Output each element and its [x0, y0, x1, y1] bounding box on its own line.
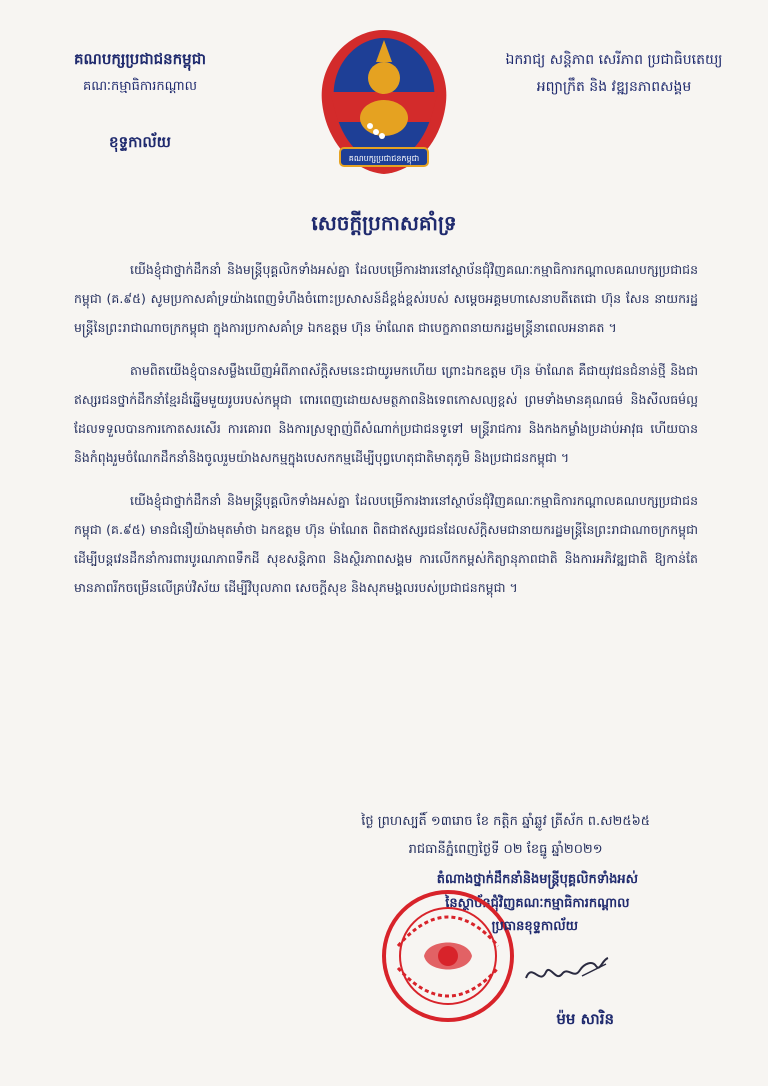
- date-lunar: ថ្ងៃ ព្រហស្បតិ៍ ១៣រោច ខែ កត្ដិក ឆ្នាំឆ្លូវ ត្រីស័ក ព.ស២៥៦៥: [361, 814, 650, 829]
- paragraph-3: យើងខ្ញុំជាថ្នាក់ដឹកនាំ និងមន្ត្រីបុគ្គលិកទាំងអស់គ្នា ដែលបម្រើការងារនៅស្ថាប័នជុំវិញគណៈកម្មាធិការកណ្ដាលគណបក្សប្រជាជនកម្ពុជា (គ.៩៥) មានជំនឿយ៉ាងមុតមាំថា ឯកឧត្ដម ហ៊ុន ម៉ាណែត ពិតជាឥស្សរជនដែលស័ក្ដិសមជានាយករដ្ឋមន្ត្រីនៃព្រះរាជាណាចក្រកម្ពុជាដើម្បីបន្តវេនដឹកនាំការពារបូរណភាពទឹកដី សុខសន្តិភាព និងស្ថិរភាពសង្គម ការលើកកម្ពស់កិត្យានុភាពជាតិ និងការអភិវឌ្ឍជាតិ ឱ្យកាន់តែមានភាពរីកចម្រើនលើគ្រប់វិស័យ ដើម្បីវិបុលភាព សេចក្ដីសុខ និងសុភមង្គលរបស់ប្រជាជនកម្ពុជា ។: [74, 493, 698, 595]
- header-left: [40, 50, 240, 155]
- signatory-org-line-2: នៃស្ថាប័នជុំវិញគណៈកម្មាធិការកណ្ដាល: [445, 896, 630, 911]
- signatory-org-line-1: តំណាងថ្នាក់ដឹកនាំនិងមន្ត្រីបុគ្គលិកទាំងអស់: [436, 872, 638, 887]
- party-name: គណបក្សប្រជាជនកម្ពុជា: [74, 50, 206, 68]
- date-block: [361, 808, 650, 864]
- header-right: [494, 50, 734, 98]
- logo-banner-text: គណបក្សប្រជាជនកម្ពុជា: [348, 154, 420, 163]
- date-solar: រាជធានីភ្នំពេញថ្ងៃទី ០២ ខែធ្នូ ឆ្នាំ២០២១: [408, 842, 603, 857]
- signatory-office: ប្រធានខុទ្ទកាល័យ: [491, 919, 578, 934]
- paragraph-2: តាមពិតយើងខ្ញុំបានសម្លឹងឃើញអំពីភាពស័ក្ដិសមនេះជាយូរមកហើយ ព្រោះឯកឧត្ដម ហ៊ុន ម៉ាណែត គឺជាយុវជនជំនាន់ថ្មី និងជាឥស្សរជនថ្នាក់ដឹកនាំខ្មែរដ៏ឆ្នើមមួយរូបរបស់កម្ពុជា ពោរពេញដោយសមត្ថភាពនិងទេពកោសល្យខ្ពស់ ព្រមទាំងមានគុណធម៌ និងសីលធម៌ល្អ ដែលទទួលបានការកោតសរសើរ ការគោរព និងការស្រឡាញ់ពីសំណាក់ប្រជាជនទូទៅ មន្ត្រីរាជការ និងកងកម្លាំងប្រដាប់អាវុធ ហើយបាននិងកំពុងរួមចំណែកដឹកនាំនិងចូលរួមយ៉ាងសកម្មក្នុងបេសកកម្មដើម្បីបុព្វហេតុជាតិមាតុភូមិ និងប្រជាជនកម្ពុជា ។: [74, 363, 698, 465]
- document-body: [74, 255, 698, 616]
- paragraph-1: យើងខ្ញុំជាថ្នាក់ដឹកនាំ និងមន្ត្រីបុគ្គលិកទាំងអស់គ្នា ដែលបម្រើការងារនៅស្ថាប័នជុំវិញគណៈកម្មាធិការកណ្ដាលគណបក្សប្រជាជនកម្ពុជា (គ.៩៥) សូមប្រកាសគាំទ្រយ៉ាងពេញទំហឹងចំពោះប្រសាសន៍ដ៏ខ្ពង់ខ្ពស់របស់ សម្ដេចអគ្គមហាសេនាបតីតេជោ ហ៊ុន សែន នាយករដ្ឋមន្ត្រីនៃព្រះរាជាណាចក្រកម្ពុជា ក្នុងការប្រកាសគាំទ្រ ឯកឧត្ដម ហ៊ុន ម៉ាណែត ជាបេក្ខភាពនាយករដ្ឋមន្ត្រីនាពេលអនាគត ។: [74, 262, 698, 335]
- office-name: ខុទ្ទកាល័យ: [109, 133, 171, 151]
- signatory-name: ម៉ម សារិន: [556, 1010, 614, 1028]
- national-motto-line-1: ឯករាជ្យ សន្តិភាព សេរីភាព ប្រជាធិបតេយ្យ: [505, 52, 723, 68]
- official-seal-icon: [378, 886, 518, 1026]
- document-title: សេចក្ដីប្រកាសគាំទ្រ: [311, 211, 457, 235]
- handwritten-signature: [522, 952, 612, 992]
- national-motto-line-2: អព្យាក្រឹត និង វឌ្ឍនភាពសង្គម: [536, 79, 692, 95]
- committee-name: គណៈកម្មាធិការកណ្ដាល: [82, 79, 198, 94]
- party-logo-icon: [310, 22, 458, 182]
